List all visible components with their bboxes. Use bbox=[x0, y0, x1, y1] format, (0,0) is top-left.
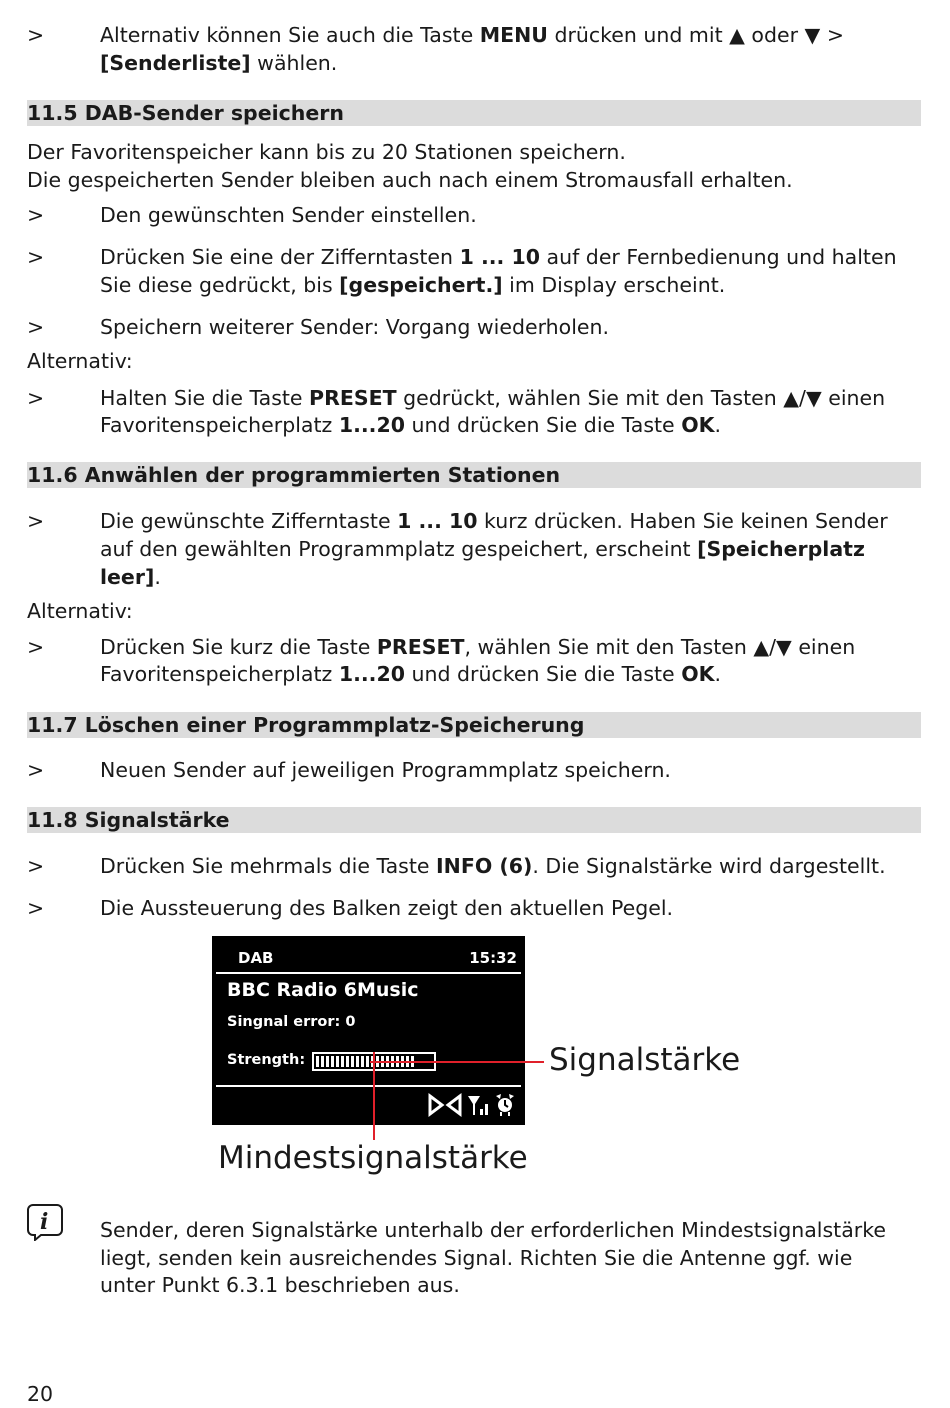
text: drücken und mit ▲ oder ▼ > bbox=[547, 23, 845, 47]
text: , wählen Sie mit den Tasten ▲/▼ einen bbox=[464, 635, 856, 659]
text: Die gewünschte Zifferntaste bbox=[100, 509, 398, 533]
section-heading-11-5 bbox=[27, 100, 921, 126]
bullet-text bbox=[100, 243, 920, 271]
strength-bar bbox=[312, 1052, 436, 1071]
text: Drücken Sie kurz die Taste bbox=[100, 635, 377, 659]
bold-text: [Speicherplatz bbox=[697, 537, 865, 561]
heading-text: 11.7 Löschen einer Programmplatz-Speicherung bbox=[27, 713, 585, 737]
bullet-marker: > bbox=[27, 758, 45, 782]
bullet-marker: > bbox=[27, 509, 45, 533]
text: Drücken Sie mehrmals die Taste bbox=[100, 854, 437, 878]
bullet-text bbox=[100, 507, 920, 535]
bullet-text: Speichern weiterer Sender: Vorgang wiederholen. bbox=[100, 315, 610, 339]
bullet-text bbox=[100, 384, 920, 412]
page-number: 20 bbox=[27, 1382, 54, 1406]
bullet-text: Den gewünschten Sender einstellen. bbox=[100, 203, 477, 227]
heading-text: 11.6 Anwählen der programmierten Stationen bbox=[27, 463, 561, 487]
bullet-text bbox=[100, 411, 920, 439]
intro-line-1 bbox=[100, 21, 920, 49]
status-icons bbox=[428, 1092, 520, 1118]
text: . bbox=[154, 565, 161, 589]
bold-text: OK bbox=[681, 413, 715, 437]
bold-text: PRESET bbox=[309, 386, 397, 410]
bold-text: 1...20 bbox=[338, 413, 405, 437]
section-heading-11-8 bbox=[27, 807, 921, 833]
section-heading-11-6 bbox=[27, 462, 921, 488]
bullet-marker: > bbox=[27, 315, 45, 339]
bold-text: OK bbox=[681, 662, 715, 686]
bullet-text: Neuen Sender auf jeweiligen Programmplatz speichern. bbox=[100, 758, 671, 782]
note-text: liegt, senden kein ausreichendes Signal. Richten Sie die Antenne ggf. wie bbox=[100, 1246, 853, 1270]
section-heading-11-7 bbox=[27, 712, 921, 738]
callout-signal-strength: Signalstärke bbox=[549, 1042, 741, 1078]
bold-text: PRESET bbox=[376, 635, 465, 659]
bullet-marker: > bbox=[27, 896, 45, 920]
bullet-text bbox=[100, 852, 920, 880]
callout-min-strength: Mindestsignalstärke bbox=[218, 1140, 528, 1176]
bullet-text bbox=[100, 660, 920, 688]
text: kurz drücken. Haben Sie keinen Sender bbox=[477, 509, 888, 533]
alternative-label: Alternativ: bbox=[27, 349, 133, 373]
display-time: 15:32 bbox=[469, 949, 517, 967]
display-station: BBC Radio 6Music bbox=[227, 979, 419, 1001]
bold-text: leer] bbox=[100, 565, 155, 589]
display-divider bbox=[216, 972, 521, 974]
bullet-marker: > bbox=[27, 635, 45, 659]
svg-text:i: i bbox=[40, 1209, 49, 1235]
text: Favoritenspeicherplatz bbox=[100, 413, 339, 437]
text: Drücken Sie eine der Zifferntasten bbox=[100, 245, 460, 269]
bold-text: INFO (6) bbox=[436, 854, 533, 878]
intro-line-2 bbox=[100, 49, 920, 77]
bullet-marker: > bbox=[27, 386, 45, 410]
bullet-text bbox=[100, 535, 920, 563]
heading-text: 11.5 DAB-Sender speichern bbox=[27, 101, 344, 125]
text: Alternativ können Sie auch die Taste bbox=[100, 23, 480, 47]
text: Halten Sie die Taste bbox=[100, 386, 310, 410]
bullet-text bbox=[100, 271, 920, 299]
radio-display bbox=[212, 936, 525, 1125]
heading-text: 11.8 Signalstärke bbox=[27, 808, 230, 832]
bullet-marker: > bbox=[27, 23, 45, 47]
text: und drücken Sie die Taste bbox=[404, 413, 682, 437]
bullet-marker: > bbox=[27, 245, 45, 269]
text: Sie diese gedrückt, bis bbox=[100, 273, 340, 297]
bullet-text: Die Aussteuerung des Balken zeigt den aktuellen Pegel. bbox=[100, 896, 674, 920]
bold-text: 1 ... 10 bbox=[459, 245, 540, 269]
text: wählen. bbox=[250, 51, 338, 75]
text: . bbox=[714, 662, 722, 686]
menu-senderliste: [Senderliste] bbox=[100, 51, 251, 75]
text: gedrückt, wählen Sie mit den Tasten ▲/▼ einen bbox=[396, 386, 886, 410]
bullet-marker: > bbox=[27, 203, 45, 227]
paragraph: Die gespeicherten Sender bleiben auch nach einem Stromausfall erhalten. bbox=[27, 168, 793, 192]
text: auf der Fernbedienung und halten bbox=[540, 245, 897, 269]
display-signal-error: Singnal error: 0 bbox=[227, 1014, 356, 1030]
bullet-text bbox=[100, 563, 920, 591]
text: und drücken Sie die Taste bbox=[404, 662, 682, 686]
antenna-signal-icon bbox=[468, 1096, 488, 1115]
bold-text: 1...20 bbox=[338, 662, 405, 686]
alternative-label: Alternativ: bbox=[27, 599, 133, 623]
text: Favoritenspeicherplatz bbox=[100, 662, 339, 686]
stereo-icon bbox=[430, 1096, 460, 1114]
paragraph: Der Favoritenspeicher kann bis zu 20 Stationen speichern. bbox=[27, 140, 626, 164]
text: im Display erscheint. bbox=[502, 273, 726, 297]
bullet-marker: > bbox=[27, 854, 45, 878]
bullet-text bbox=[100, 633, 920, 661]
strength-bar-fill bbox=[316, 1056, 415, 1067]
info-icon bbox=[27, 1203, 65, 1241]
note-text: unter Punkt 6.3.1 beschrieben aus. bbox=[100, 1273, 460, 1297]
text: auf den gewählten Programmplatz gespeichert, erscheint bbox=[100, 537, 698, 561]
display-divider bbox=[216, 1085, 521, 1087]
bold-text: [gespeichert.] bbox=[339, 273, 503, 297]
bold-text: 1 ... 10 bbox=[397, 509, 478, 533]
note-text: Sender, deren Signalstärke unterhalb der erforderlichen Mindestsignalstärke bbox=[100, 1218, 886, 1242]
text: . bbox=[714, 413, 722, 437]
display-strength-label: Strength: bbox=[227, 1052, 306, 1068]
text: . Die Signalstärke wird dargestellt. bbox=[532, 854, 886, 878]
display-mode: DAB bbox=[238, 949, 274, 967]
key-menu: MENU bbox=[479, 23, 548, 47]
